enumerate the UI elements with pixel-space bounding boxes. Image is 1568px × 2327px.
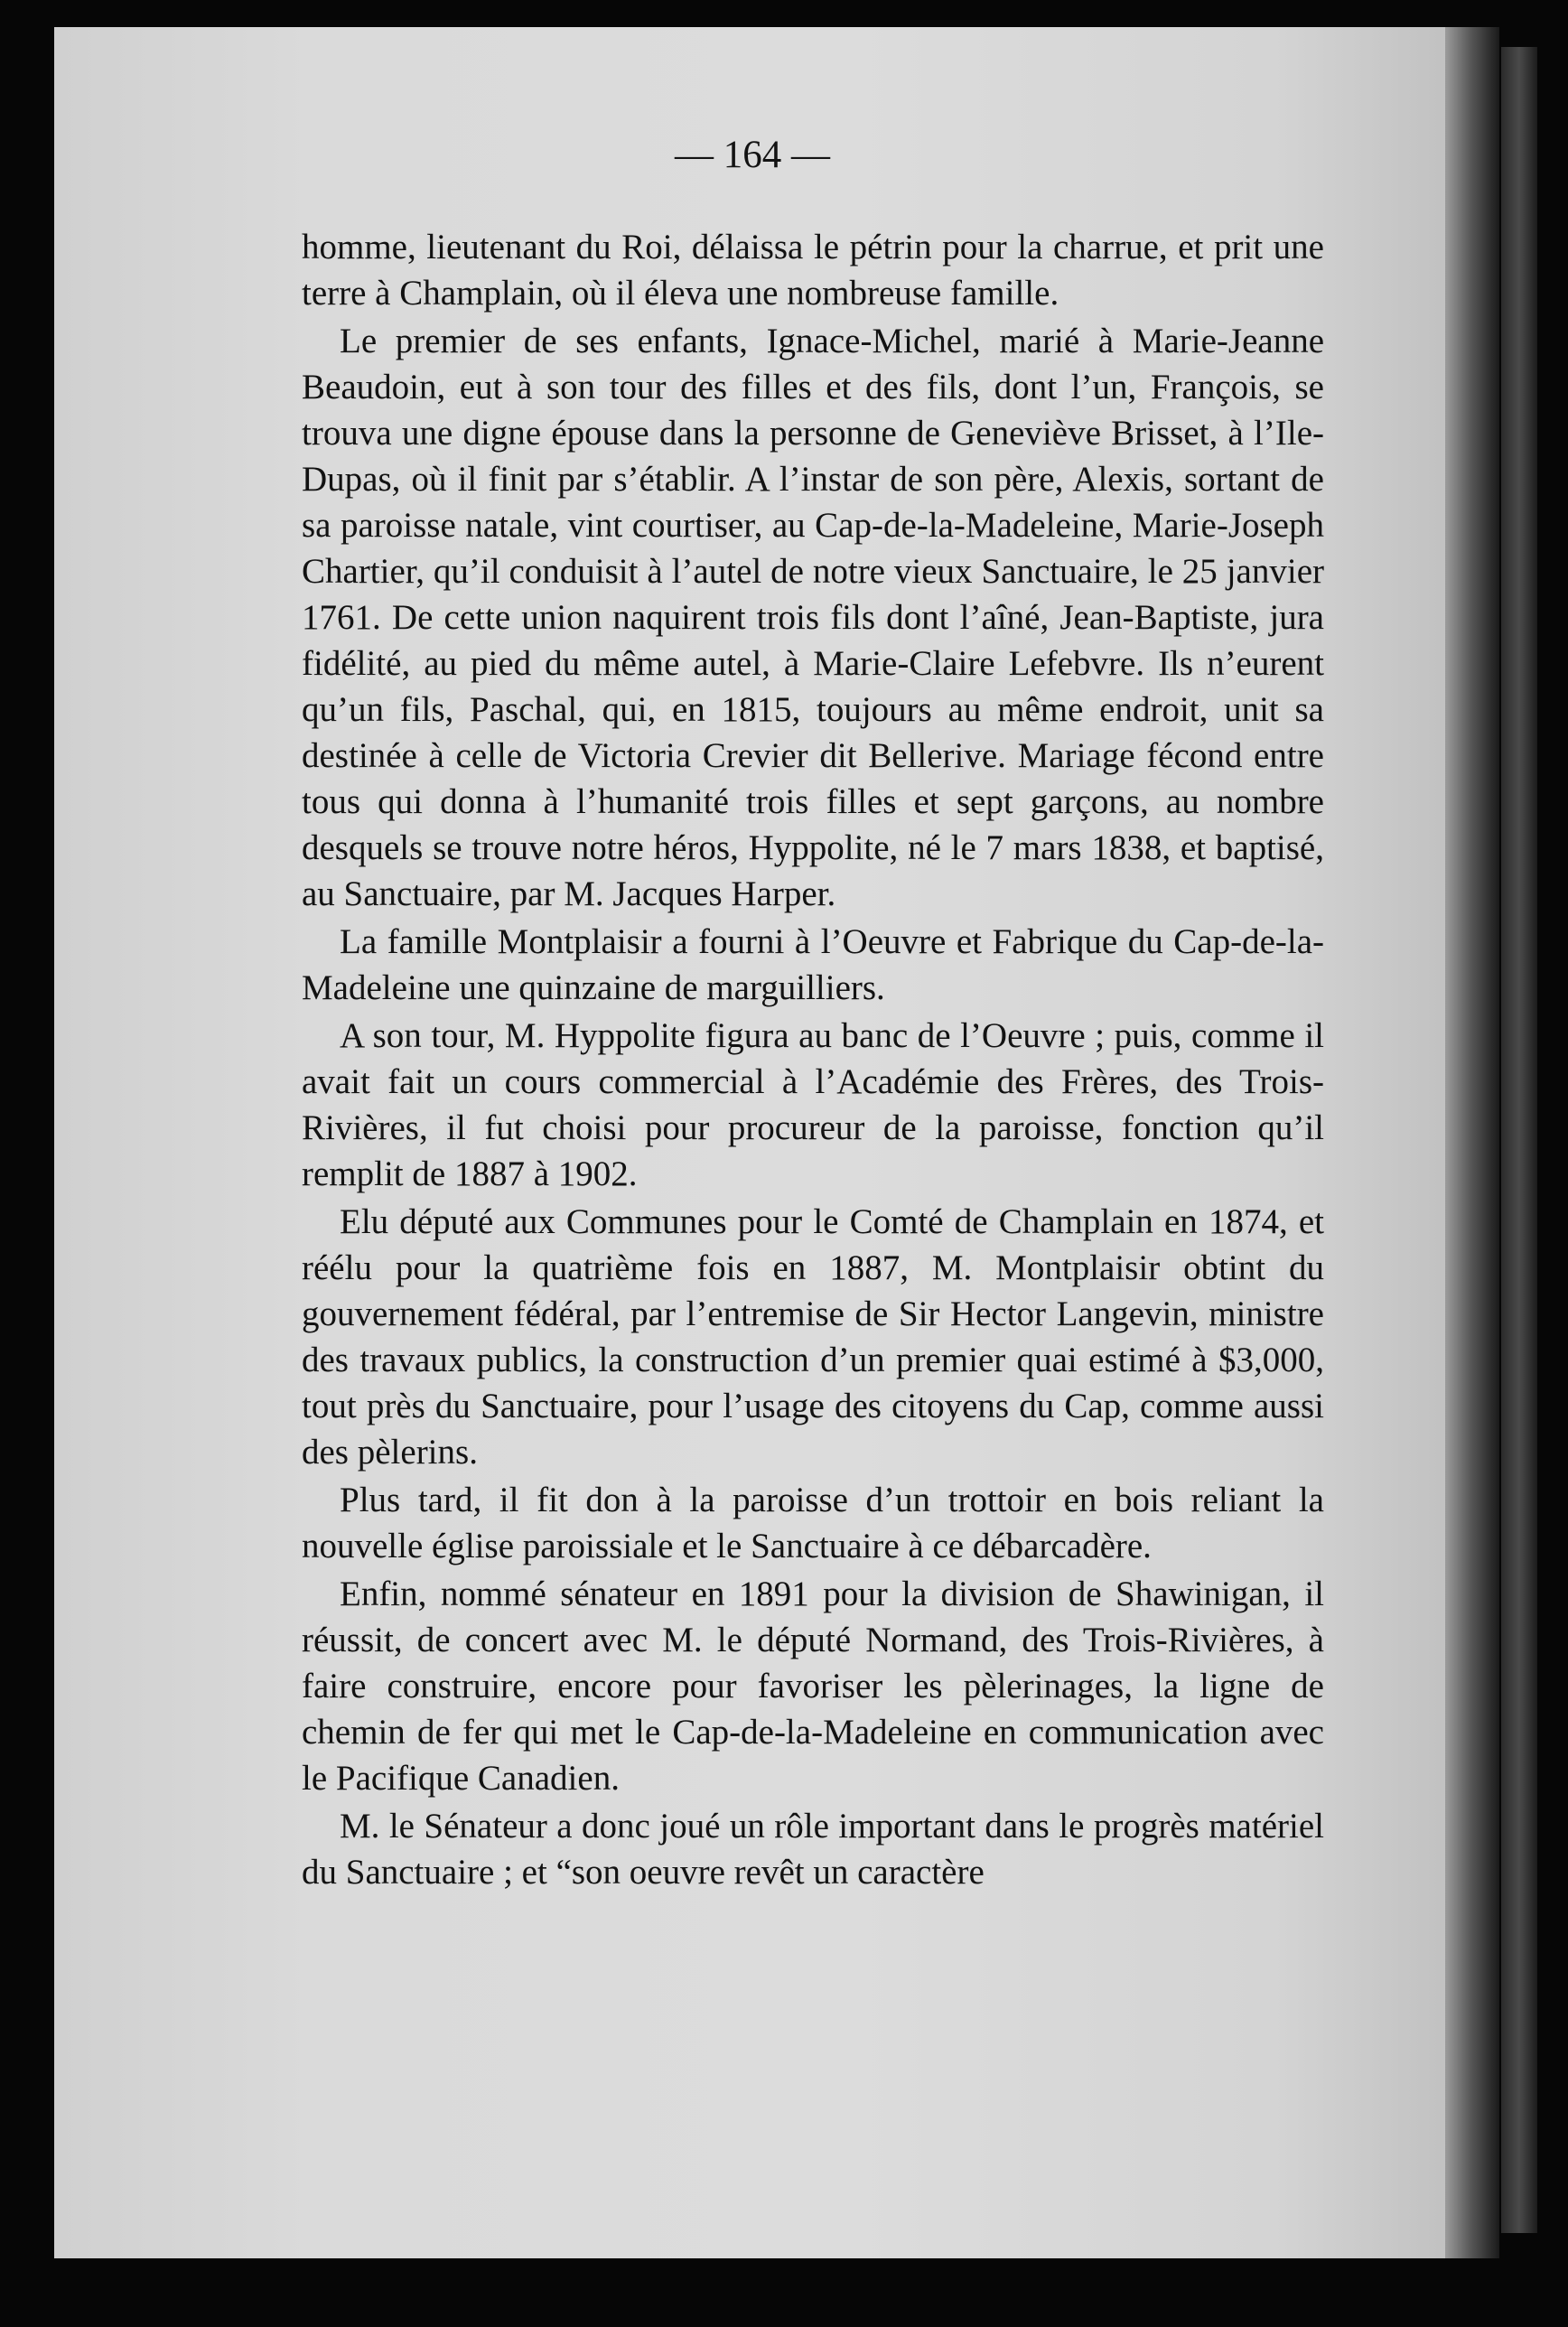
paragraph: A son tour, M. Hyppolite figura au banc de l’Oeuvre ; puis, comme il avait fait un cours commercial à l’Académie des Frères, des Trois-Rivières, il fut choisi pour procureur de la paroisse, fonction qu’il remplit de 1887 à 1902. [302, 1016, 1324, 1193]
body-text [302, 224, 1324, 1897]
paragraph: Elu député aux Communes pour le Comté de Champlain en 1874, et réélu pour la quatrième fois en 1887, M. Montplaisir obtint du gouvernement fédéral, par l’entremise de Sir Hector Langevin, ministre des travaux publics, la construction d’un premier quai estimé à $3,000, tout près du Sanctuaire, pour l’usage des citoyens du Cap, comme aussi des pèlerins. [302, 1202, 1324, 1472]
paragraph: homme, lieutenant du Roi, délaissa le pétrin pour la charrue, et prit une terre à Champlain, où il éleva une nombreuse famille. [302, 228, 1324, 313]
book-gutter [1445, 27, 1499, 2258]
paragraph: Plus tard, il fit don à la paroisse d’un trottoir en bois reliant la nouvelle église paroissiale et le Sanctuaire à ce débarcadère. [302, 1481, 1324, 1565]
facing-page-edge [1501, 47, 1537, 2233]
paragraph: Le premier de ses enfants, Ignace-Michel, marié à Marie-Jeanne Beaudoin, eut à son tour des filles et des fils, dont l’un, François, se trouva une digne épouse dans la personne de Geneviève Brisset, à l’Ile-Dupas, où il finit par s’établir. A l’instar de son père, Alexis, sortant de sa paroisse natale, vint courtiser, au Cap-de-la-Madeleine, Marie-Joseph Chartier, qu’il conduisit à l’autel de notre vieux Sanctuaire, le 25 janvier 1761. De cette union naquirent trois fils dont l’aîné, Jean-Baptiste, jura fidélité, au pied du même autel, à Marie-Claire Lefebvre. Ils n’eurent qu’un fils, Paschal, qui, en 1815, toujours au même endroit, unit sa destinée à celle de Victoria Crevier dit Bellerive. Mariage fécond entre tous qui donna à l’humanité trois filles et sept garçons, au nombre desquels se trouve notre héros, Hyppolite, né le 7 mars 1838, et baptisé, au Sanctuaire, par M. Jacques Harper. [302, 322, 1324, 913]
paragraph: Enfin, nommé sénateur en 1891 pour la division de Shawinigan, il réussit, de concert avec M. le député Normand, des Trois-Rivières, à faire construire, encore pour favoriser les pèlerinages, la ligne de chemin de fer qui met le Cap-de-la-Madeleine en communication avec le Pacifique Canadien. [302, 1575, 1324, 1798]
page-number: — 164 — [675, 134, 830, 176]
paragraph: La famille Montplaisir a fourni à l’Oeuvre et Fabrique du Cap-de-la-Madeleine une quinzaine de marguilliers. [302, 922, 1324, 1007]
paragraph: M. le Sénateur a donc joué un rôle important dans le progrès matériel du Sanctuaire ; et “son oeuvre revêt un caractère [302, 1807, 1324, 1892]
